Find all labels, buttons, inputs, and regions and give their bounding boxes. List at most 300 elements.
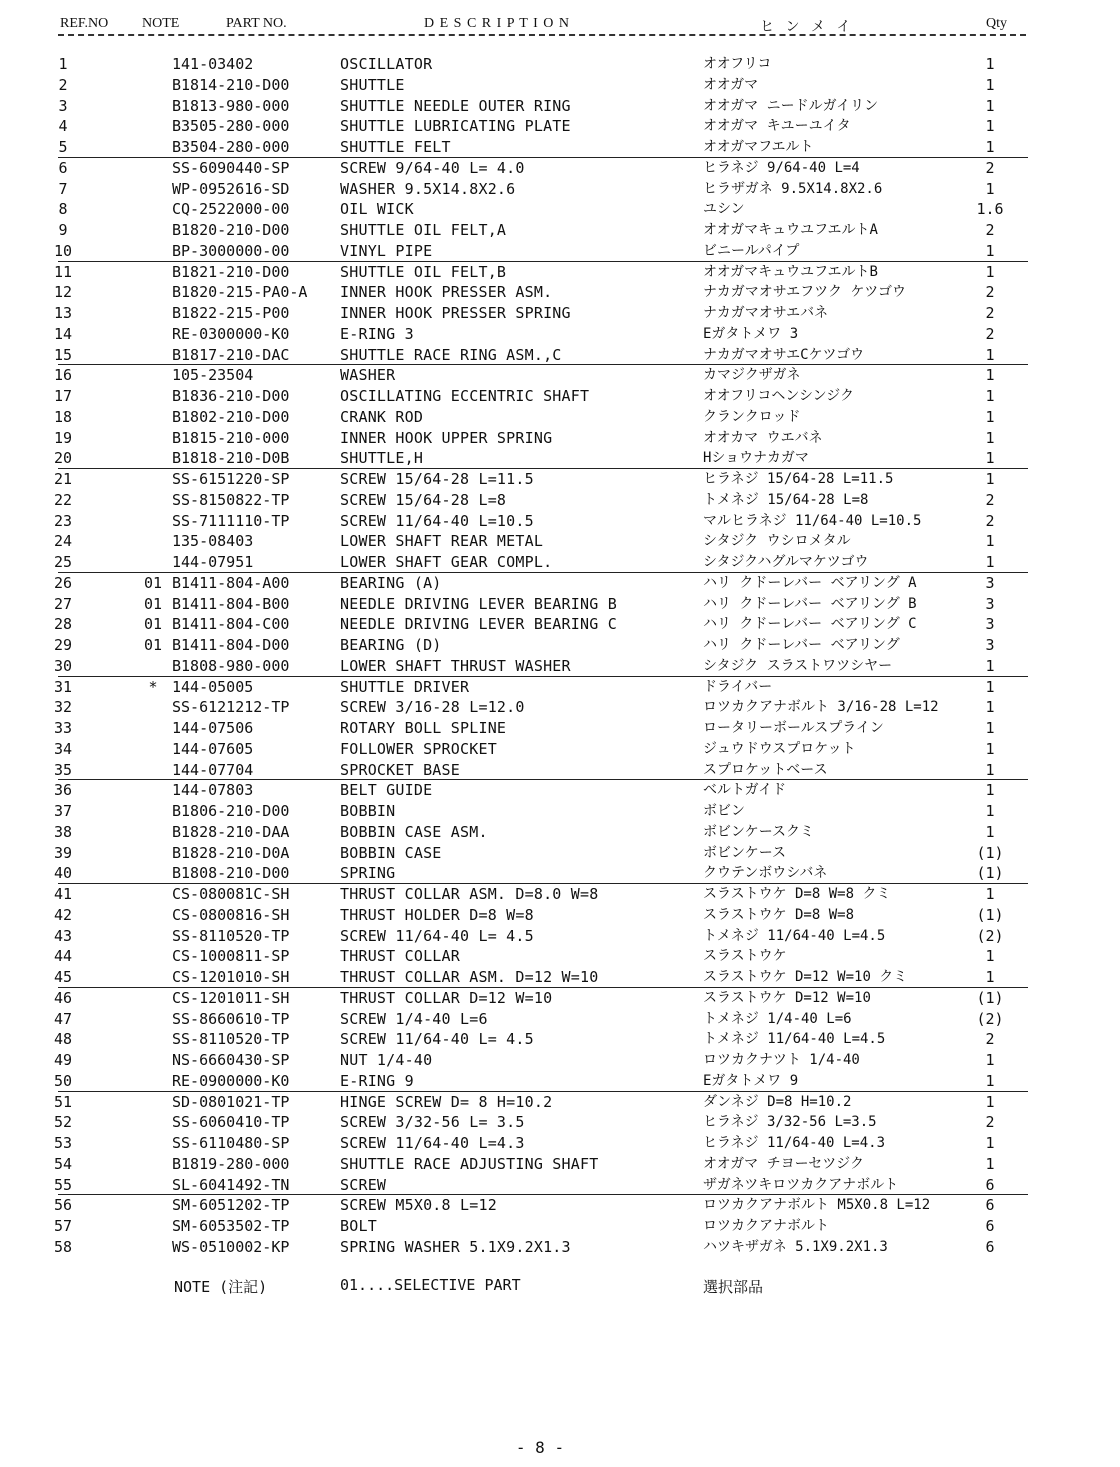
description-cell: E-RING 9 [340, 1071, 414, 1090]
description-cell: BOBBIN CASE [340, 843, 442, 862]
ref-cell: 7 [58, 179, 68, 198]
ref-cell: 28 [53, 615, 73, 634]
description-cell: SCREW 9/64-40 L= 4.0 [340, 158, 525, 177]
japanese-name-cell: ユシン [703, 201, 745, 218]
part-number-cell: CQ-2522000-00 [172, 200, 290, 219]
qty-cell: 1 [985, 677, 995, 696]
table-row [0, 571, 1120, 592]
part-number-cell: CS-1000811-SP [172, 947, 290, 966]
description-cell: THRUST COLLAR ASM. D=12 W=10 [340, 968, 599, 986]
ref-cell: 15 [53, 345, 73, 364]
qty-cell: (2) [976, 926, 1004, 945]
part-number-cell: 144-07605 [172, 739, 254, 758]
ref-cell: 1 [58, 55, 68, 73]
table-row [0, 260, 1120, 281]
japanese-name-cell: ロータリーボールスプライン [703, 720, 884, 736]
qty-cell: 2 [985, 1030, 995, 1049]
japanese-name-cell: マルヒラネジ 11/64-40 L=10.5 [703, 512, 922, 529]
qty-cell: 1 [985, 428, 995, 447]
ref-cell: 47 [53, 1009, 73, 1028]
table-row [0, 695, 1120, 716]
qty-cell: 2 [985, 324, 995, 343]
qty-cell: 1 [985, 532, 995, 551]
qty-cell: 1 [985, 1134, 995, 1152]
ref-cell: 24 [53, 532, 73, 551]
japanese-name-cell: ダンネジ D=8 H=10.2 [703, 1093, 852, 1110]
japanese-name-cell: ハリ クドーレバー ベアリング [703, 637, 900, 653]
japanese-name-cell: スラストウケ D=8 W=8 クミ [703, 886, 891, 902]
description-cell: SPROCKET BASE [340, 760, 460, 779]
ref-cell: 4 [58, 117, 68, 136]
part-number-cell: B1411-804-B00 [172, 594, 290, 613]
qty-cell: 1 [985, 968, 995, 986]
table-row [0, 446, 1120, 467]
ref-cell: 17 [53, 387, 73, 405]
table-row [0, 924, 1120, 945]
japanese-name-cell: オオガマキュウユフエルトA [703, 222, 878, 238]
qty-cell: 1 [985, 885, 995, 903]
part-number-cell: B1819-280-000 [172, 1154, 290, 1173]
footnote-text: 01....SELECTIVE PART [340, 1276, 521, 1294]
table-row [0, 841, 1120, 862]
qty-cell: 6 [985, 1175, 995, 1194]
qty-cell: 1 [985, 1154, 995, 1173]
japanese-name-cell: オオガマ ニードルガイリン [703, 97, 879, 114]
part-number-cell: B1808-210-D00 [172, 864, 290, 883]
part-number-cell: SS-8150822-TP [172, 490, 290, 509]
table-row [0, 1131, 1120, 1152]
part-number-cell: SS-6060410-TP [172, 1113, 290, 1132]
qty-cell: 6 [985, 1196, 995, 1215]
qty-cell: 2 [985, 283, 995, 302]
footnote-japanese: 選択部品 [703, 1278, 764, 1296]
description-cell: HINGE SCREW D= 8 H=10.2 [340, 1092, 553, 1111]
ref-cell: 29 [53, 636, 73, 654]
japanese-name-cell: ハリ クドーレバー ベアリング B [703, 595, 917, 612]
ref-cell: 25 [53, 553, 73, 571]
table-row [0, 944, 1120, 965]
description-cell: BELT GUIDE [340, 781, 433, 800]
table-row [0, 716, 1120, 737]
japanese-name-cell: シタジク スラストワツシヤー [703, 657, 893, 674]
qty-cell: 6 [985, 1237, 995, 1256]
part-number-cell: RE-0300000-K0 [172, 324, 290, 343]
qty-cell: 1 [985, 553, 995, 571]
part-number-cell: WP-0952616-SD [172, 179, 290, 198]
japanese-name-cell: ハツキザガネ 5.1X9.2X1.3 [703, 1238, 888, 1255]
japanese-name-cell: トメネジ 11/64-40 L=4.5 [703, 927, 886, 944]
table-row [0, 52, 1120, 73]
description-cell: SHUTTLE LUBRICATING PLATE [340, 117, 571, 136]
japanese-name-cell: ボビンケースクミ [703, 823, 815, 840]
qty-cell: 1 [985, 241, 995, 260]
japanese-name-cell: オオフリコ [703, 56, 772, 72]
part-number-cell: B1820-210-D00 [172, 221, 290, 239]
part-number-cell: 105-23504 [172, 366, 254, 385]
table-row [0, 903, 1120, 924]
header-qty: Qty [986, 16, 1007, 31]
part-number-cell: CS-1201011-SH [172, 988, 290, 1007]
part-number-cell: RE-0900000-K0 [172, 1071, 290, 1090]
qty-cell: 2 [985, 304, 995, 322]
part-number-cell: SS-8110520-TP [172, 1030, 290, 1049]
part-number-cell: B1815-210-000 [172, 428, 290, 447]
qty-cell: 1 [985, 1051, 995, 1069]
table-row [0, 737, 1120, 758]
part-number-cell: B1820-215-PA0-A [172, 283, 308, 302]
japanese-name-cell: ザガネツキロツカクアナボルト [703, 1176, 899, 1193]
table-row [0, 156, 1120, 177]
description-cell: SCREW 3/32-56 L= 3.5 [340, 1113, 525, 1132]
japanese-name-cell: Hショウナカガマ [703, 450, 809, 467]
japanese-name-cell: ヒラネジ 3/32-56 L=3.5 [703, 1114, 877, 1131]
ref-cell: 34 [53, 739, 73, 758]
footnote-label: NOTE (注記) [174, 1278, 268, 1296]
description-cell: SCREW 1/4-40 L=6 [340, 1009, 488, 1028]
description-cell: SCREW 11/64-40 L= 4.5 [340, 1030, 534, 1049]
description-cell: SHUTTLE OIL FELT,B [340, 262, 507, 281]
japanese-name-cell: トメネジ 11/64-40 L=4.5 [703, 1031, 886, 1048]
qty-cell: 1 [985, 345, 995, 364]
japanese-name-cell: オオガマフエルト [703, 139, 814, 155]
page-number: - 8 - [515, 1438, 565, 1457]
ref-cell: 8 [58, 200, 68, 219]
japanese-name-cell: オオフリコヘンシンジク [703, 388, 854, 404]
ref-cell: 38 [53, 822, 73, 841]
table-row [0, 986, 1120, 1007]
table-row [0, 778, 1120, 799]
ref-cell: 23 [53, 511, 73, 530]
japanese-name-cell: スラストウケ D=12 W=10 [703, 989, 871, 1006]
part-number-cell: SS-8660610-TP [172, 1009, 290, 1028]
ref-cell: 11 [53, 262, 73, 281]
ref-cell: 6 [58, 158, 68, 177]
part-number-cell: B1808-980-000 [172, 656, 290, 675]
qty-cell: 3 [985, 615, 995, 634]
table-row [0, 1069, 1120, 1090]
description-cell: ROTARY BOLL SPLINE [340, 719, 507, 737]
japanese-name-cell: ヒラザガネ 9.5X14.8X2.6 [703, 180, 883, 197]
part-number-cell: CS-080081C-SH [172, 885, 290, 903]
description-cell: FOLLOWER SPROCKET [340, 739, 497, 758]
part-number-cell: SS-7111110-TP [172, 511, 290, 530]
qty-cell: 1 [985, 739, 995, 758]
part-number-cell: B1822-215-P00 [172, 304, 290, 322]
description-cell: SCREW 11/64-40 L= 4.5 [340, 926, 534, 945]
part-number-cell: SS-8110520-TP [172, 926, 290, 945]
ref-cell: 52 [53, 1113, 73, 1132]
qty-cell: 1 [985, 802, 995, 820]
description-cell: CRANK ROD [340, 407, 424, 426]
description-cell: NUT 1/4-40 [340, 1051, 433, 1069]
qty-cell: 1.6 [976, 200, 1004, 219]
japanese-name-cell: クウテンボウシバネ [703, 865, 828, 882]
ref-cell: 44 [53, 947, 73, 966]
table-row [0, 675, 1120, 696]
qty-cell: (1) [976, 905, 1004, 924]
part-number-cell: SM-6053502-TP [172, 1217, 290, 1235]
japanese-name-cell: スプロケットベース [703, 761, 828, 778]
ref-cell: 21 [53, 470, 73, 488]
qty-cell: (1) [976, 988, 1004, 1007]
description-cell: SCREW M5X0.8 L=12 [340, 1196, 497, 1215]
japanese-name-cell: オオガマ キユーユイタ [703, 118, 851, 135]
japanese-name-cell: Eガタトメワ 9 [703, 1072, 799, 1089]
part-number-cell: SS-6090440-SP [172, 158, 290, 177]
qty-cell: (1) [976, 864, 1004, 883]
description-cell: SPRING [340, 864, 396, 883]
ref-cell: 20 [53, 449, 73, 468]
table-row [0, 73, 1120, 94]
qty-cell: 1 [985, 262, 995, 281]
qty-cell: 1 [985, 781, 995, 800]
table-row [0, 882, 1120, 903]
part-number-cell: SS-6151220-SP [172, 470, 290, 488]
japanese-name-cell: ヒラネジ 11/64-40 L=4.3 [703, 1135, 886, 1151]
description-cell: VINYL PIPE [340, 241, 433, 260]
qty-cell: 1 [985, 760, 995, 779]
ref-cell: 58 [53, 1237, 73, 1256]
description-cell: BOBBIN [340, 802, 396, 820]
table-row [0, 426, 1120, 447]
table-row [0, 592, 1120, 613]
ref-cell: 54 [53, 1154, 73, 1173]
part-number-cell: B1411-804-A00 [172, 573, 290, 592]
description-cell: SCREW 11/64-40 L=10.5 [340, 511, 534, 530]
table-row [0, 799, 1120, 820]
description-cell: INNER HOOK PRESSER SPRING [340, 304, 571, 322]
description-cell: SCREW 11/64-40 L=4.3 [340, 1134, 525, 1152]
japanese-name-cell: ベルトガイド [703, 782, 787, 799]
japanese-name-cell: オオカマ ウエバネ [703, 429, 823, 446]
description-cell: SCREW [340, 1175, 387, 1194]
qty-cell: 1 [985, 179, 995, 198]
qty-cell: 2 [985, 511, 995, 530]
part-number-cell: B3505-280-000 [172, 117, 290, 136]
part-number-cell: B1836-210-D00 [172, 387, 290, 405]
description-cell: OIL WICK [340, 200, 414, 219]
ref-cell: 19 [53, 428, 73, 447]
ref-cell: 42 [53, 905, 73, 924]
japanese-name-cell: ボビンケース [703, 844, 787, 861]
ref-cell: 14 [53, 324, 73, 343]
ref-cell: 27 [53, 594, 73, 613]
table-header [0, 12, 1120, 38]
ref-cell: 5 [58, 138, 68, 156]
ref-cell: 43 [53, 926, 73, 945]
japanese-name-cell: オオガマ チヨーセツジク [703, 1155, 865, 1172]
qty-cell: 3 [985, 573, 995, 592]
description-cell: OSCILLATOR [340, 55, 433, 73]
table-row [0, 1027, 1120, 1048]
ref-cell: 53 [53, 1134, 73, 1152]
japanese-name-cell: オオガマ [703, 76, 759, 93]
description-cell: INNER HOOK PRESSER ASM. [340, 283, 553, 302]
ref-cell: 3 [58, 96, 68, 115]
description-cell: SCREW 15/64-28 L=8 [340, 490, 507, 509]
qty-cell: 1 [985, 96, 995, 115]
table-row [0, 1235, 1120, 1256]
header-description: D E S C R I P T I O N [424, 16, 570, 31]
qty-cell: 2 [985, 221, 995, 239]
part-number-cell: B1411-804-D00 [172, 636, 290, 654]
qty-cell: 1 [985, 387, 995, 405]
japanese-name-cell: ナカガマオサエフツク ケツゴウ [703, 284, 907, 301]
ref-cell: 40 [53, 864, 73, 883]
part-number-cell: B1802-210-D00 [172, 407, 290, 426]
japanese-name-cell: ナカガマオサエCケツゴウ [703, 346, 865, 363]
qty-cell: 1 [985, 1071, 995, 1090]
japanese-name-cell: シタジクハグルマケツゴウ [703, 554, 869, 570]
table-row [0, 1090, 1120, 1111]
japanese-name-cell: ジュウドウスプロケット [703, 740, 856, 757]
table-row [0, 965, 1120, 986]
table-row [0, 612, 1120, 633]
part-number-cell: B1806-210-D00 [172, 802, 290, 820]
footnote [0, 1276, 1120, 1300]
description-cell: SPRING WASHER 5.1X9.2X1.3 [340, 1237, 571, 1256]
table-row [0, 509, 1120, 530]
note-cell: * [148, 677, 158, 696]
table-row [0, 1214, 1120, 1235]
ref-cell: 31 [53, 677, 73, 696]
japanese-name-cell: ボビン [703, 803, 745, 819]
qty-cell: 1 [985, 947, 995, 966]
description-cell: THRUST HOLDER D=8 W=8 [340, 905, 534, 924]
description-cell: SHUTTLE,H [340, 449, 424, 468]
ref-cell: 33 [53, 719, 73, 737]
table-row [0, 301, 1120, 322]
table-row [0, 633, 1120, 654]
ref-cell: 57 [53, 1217, 73, 1235]
qty-cell: 3 [985, 594, 995, 613]
ref-cell: 48 [53, 1030, 73, 1049]
qty-cell: 1 [985, 366, 995, 385]
part-number-cell: SD-0801021-TP [172, 1092, 290, 1111]
table-row [0, 1007, 1120, 1028]
ref-cell: 49 [53, 1051, 73, 1069]
ref-cell: 32 [53, 698, 73, 717]
part-number-cell: 135-08403 [172, 532, 254, 551]
part-number-cell: B1411-804-C00 [172, 615, 290, 634]
part-number-cell: B1818-210-D0B [172, 449, 290, 468]
japanese-name-cell: Eガタトメワ 3 [703, 325, 799, 342]
qty-cell: 1 [985, 407, 995, 426]
qty-cell: 6 [985, 1217, 995, 1235]
qty-cell: 1 [985, 449, 995, 468]
ref-cell: 9 [58, 221, 68, 239]
japanese-name-cell: ロツカクアナボルト 3/16-28 L=12 [703, 699, 939, 716]
japanese-name-cell: クランクロッド [703, 408, 801, 425]
ref-cell: 22 [53, 490, 73, 509]
description-cell: BOBBIN CASE ASM. [340, 822, 488, 841]
ref-cell: 26 [53, 573, 73, 592]
table-row [0, 1152, 1120, 1173]
table-row [0, 1173, 1120, 1194]
part-number-cell: WS-0510002-KP [172, 1237, 290, 1256]
japanese-name-cell: ロツカクナツト 1/4-40 [703, 1052, 860, 1068]
header-japanese-name: ヒ ン メ イ [760, 20, 855, 35]
part-number-cell: B1814-210-D00 [172, 75, 290, 94]
description-cell: BOLT [340, 1217, 377, 1235]
description-cell: WASHER 9.5X14.8X2.6 [340, 179, 516, 198]
header-note: NOTE [142, 16, 180, 31]
ref-cell: 36 [53, 781, 73, 800]
description-cell: OSCILLATING ECCENTRIC SHAFT [340, 387, 590, 405]
ref-cell: 12 [53, 283, 73, 302]
ref-cell: 35 [53, 760, 73, 779]
part-number-cell: B1821-210-D00 [172, 262, 290, 281]
description-cell: SHUTTLE OIL FELT,A [340, 221, 507, 239]
description-cell: BEARING (A) [340, 573, 442, 592]
japanese-name-cell: トメネジ 15/64-28 L=8 [703, 491, 869, 508]
table-row [0, 467, 1120, 488]
qty-cell: 1 [985, 719, 995, 737]
table-row [0, 758, 1120, 779]
table-row [0, 177, 1120, 198]
table-row [0, 550, 1120, 571]
table-row [0, 529, 1120, 550]
part-number-cell: B1813-980-000 [172, 96, 290, 115]
ref-cell: 39 [53, 843, 73, 862]
part-number-cell: 144-07951 [172, 553, 254, 571]
japanese-name-cell: ロツカクアナボルト [703, 1218, 829, 1234]
description-cell: SCREW 15/64-28 L=11.5 [340, 470, 534, 488]
table-row [0, 363, 1120, 384]
japanese-name-cell: シタジク ウシロメタル [703, 533, 851, 550]
part-number-cell: SL-6041492-TN [172, 1175, 290, 1194]
qty-cell: 1 [985, 1092, 995, 1111]
table-row [0, 654, 1120, 675]
japanese-name-cell: スラストウケ D=12 W=10 クミ [703, 969, 908, 985]
ref-cell: 50 [53, 1071, 73, 1090]
description-cell: SHUTTLE RACE RING ASM.,C [340, 345, 562, 364]
japanese-name-cell: ドライバー [703, 678, 773, 695]
part-number-cell: BP-3000000-00 [172, 241, 290, 260]
ref-cell: 41 [53, 885, 73, 903]
table-row [0, 114, 1120, 135]
part-number-cell: 144-05005 [172, 677, 254, 696]
japanese-name-cell: オオガマキュウユフエルトB [703, 263, 878, 280]
table-row [0, 197, 1120, 218]
description-cell: THRUST COLLAR ASM. D=8.0 W=8 [340, 885, 599, 903]
description-cell: SHUTTLE [340, 75, 405, 94]
part-number-cell: 141-03402 [172, 55, 254, 73]
qty-cell: 2 [985, 490, 995, 509]
part-number-cell: 144-07704 [172, 760, 254, 779]
qty-cell: 1 [985, 75, 995, 94]
ref-cell: 55 [53, 1175, 73, 1194]
note-cell: 01 [143, 636, 163, 654]
description-cell: NEEDLE DRIVING LEVER BEARING C [340, 615, 617, 634]
ref-cell: 13 [53, 304, 73, 322]
table-row [0, 488, 1120, 509]
note-cell: 01 [143, 615, 163, 634]
part-number-cell: B3504-280-000 [172, 138, 290, 156]
qty-cell: 1 [985, 822, 995, 841]
qty-cell: 1 [985, 138, 995, 156]
ref-cell: 56 [53, 1196, 73, 1215]
qty-cell: 1 [985, 470, 995, 488]
qty-cell: 2 [985, 1113, 995, 1132]
description-cell: WASHER [340, 366, 396, 385]
qty-cell: (1) [976, 843, 1004, 862]
table-row [0, 343, 1120, 364]
japanese-name-cell: ヒラネジ 9/64-40 L=4 [703, 159, 860, 176]
description-cell: BEARING (D) [340, 636, 442, 654]
japanese-name-cell: スラストウケ D=8 W=8 [703, 906, 855, 923]
part-number-cell: SS-6121212-TP [172, 698, 290, 717]
